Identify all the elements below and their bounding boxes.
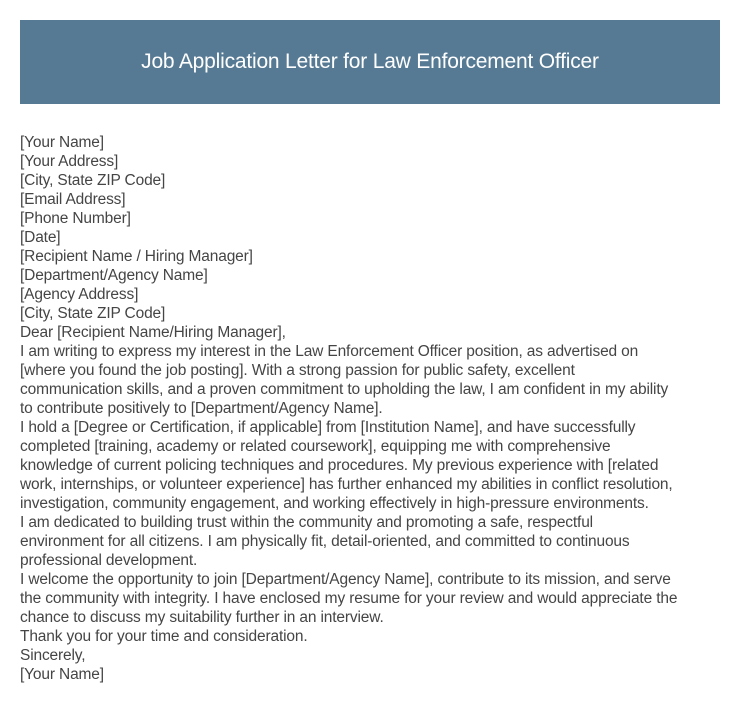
recipient-address: [Agency Address] xyxy=(20,286,139,303)
recipient-department: [Department/Agency Name] xyxy=(20,267,208,284)
paragraph-line: professional development. xyxy=(20,552,198,569)
paragraph-line: I welcome the opportunity to join [Department/Agency Name], contribute to its mission, and serve xyxy=(20,571,671,588)
paragraph-line: I hold a [Degree or Certification, if applicable] from [Institution Name], and have successfully xyxy=(20,419,636,436)
paragraph-line: I am dedicated to building trust within the community and promoting a safe, respectful xyxy=(20,514,593,531)
recipient-city-state-zip: [City, State ZIP Code] xyxy=(20,305,166,322)
paragraph-qualifications xyxy=(20,418,725,513)
paragraph-line: the community with integrity. I have enclosed my resume for your review and would appreciate the xyxy=(20,590,678,607)
paragraph-line: to contribute positively to [Department/Agency Name]. xyxy=(20,400,383,417)
sender-name: [Your Name] xyxy=(20,134,104,151)
closing-line: Sincerely, xyxy=(20,647,86,664)
recipient-name: [Recipient Name / Hiring Manager] xyxy=(20,248,253,265)
title-banner xyxy=(20,20,720,104)
paragraph-line: environment for all citizens. I am physically fit, detail-oriented, and committed to continuous xyxy=(20,533,630,550)
paragraph-line: completed [training, academy or related coursework], equipping me with comprehensive xyxy=(20,438,611,455)
salutation: Dear [Recipient Name/Hiring Manager], xyxy=(20,324,286,341)
sender-city-state-zip: [City, State ZIP Code] xyxy=(20,172,166,189)
sender-email: [Email Address] xyxy=(20,191,126,208)
paragraph-line: investigation, community engagement, and working effectively in high-pressure environments. xyxy=(20,495,649,512)
paragraph-line: I am writing to express my interest in the Law Enforcement Officer position, as advertised on xyxy=(20,343,639,360)
letter-body xyxy=(20,133,725,684)
signature: [Your Name] xyxy=(20,666,104,683)
paragraph-line: [where you found the job posting]. With a strong passion for public safety, excellent xyxy=(20,362,575,379)
thanks-line: Thank you for your time and consideration. xyxy=(20,628,308,645)
sender-address: [Your Address] xyxy=(20,153,119,170)
letter-date: [Date] xyxy=(20,229,61,246)
paragraph-line: knowledge of current policing techniques and procedures. My previous experience with [related xyxy=(20,457,659,474)
paragraph-line: communication skills, and a proven commitment to upholding the law, I am confident in my ability xyxy=(20,381,669,398)
paragraph-line: chance to discuss my suitability further in an interview. xyxy=(20,609,384,626)
paragraph-interest xyxy=(20,342,725,418)
sender-phone: [Phone Number] xyxy=(20,210,131,227)
paragraph-line: work, internships, or volunteer experience] has further enhanced my abilities in conflict resolution, xyxy=(20,476,673,493)
paragraph-dedication xyxy=(20,513,725,570)
paragraph-closing xyxy=(20,570,725,627)
page-title: Job Application Letter for Law Enforcement Officer xyxy=(141,50,599,73)
